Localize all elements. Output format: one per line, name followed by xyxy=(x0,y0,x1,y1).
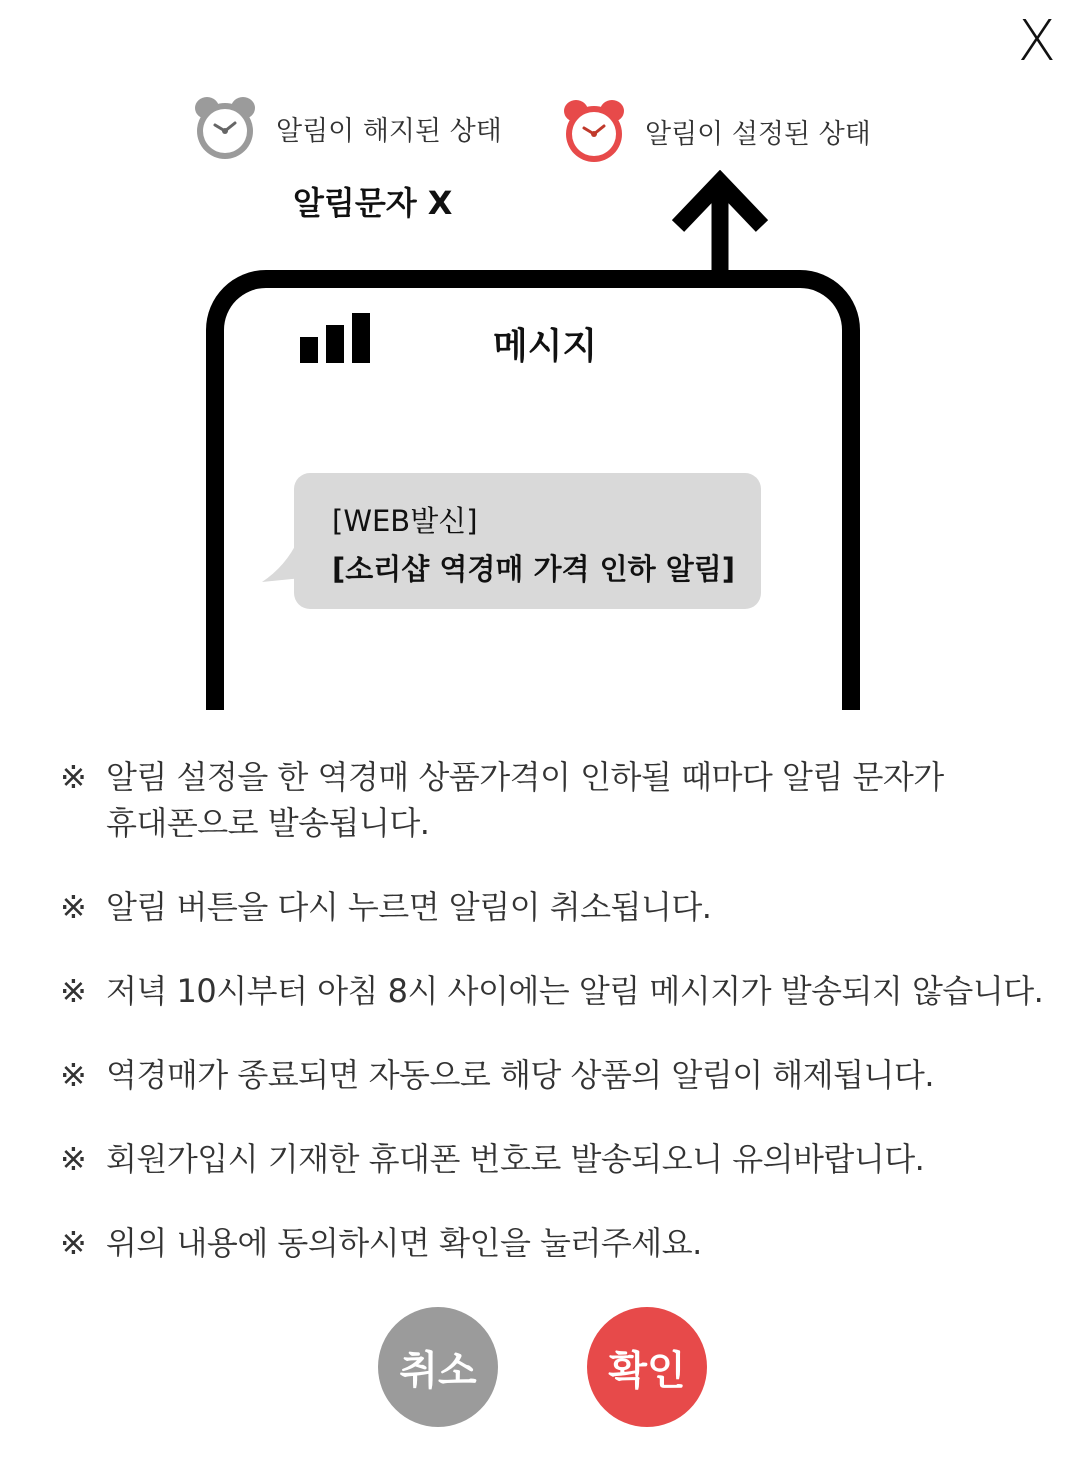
alarm-off-label: 알림이 해지된 상태 xyxy=(276,115,502,147)
notice-mark: ※ xyxy=(60,1140,87,1178)
alarm-clock-on-icon xyxy=(561,98,627,164)
notice-item xyxy=(60,754,1050,846)
cancel-button[interactable]: 취소 xyxy=(378,1307,498,1427)
message-title: [소리샵 역경매 가격 인하 알림] xyxy=(332,552,736,586)
notice-item xyxy=(60,884,1050,930)
notice-text: 회원가입시 기재한 휴대폰 번호로 발송되오니 유의바랍니다. xyxy=(106,1140,925,1178)
no-sms-label: 알림문자 X xyxy=(293,184,453,222)
notice-mark: ※ xyxy=(60,1056,87,1094)
notice-item xyxy=(60,1136,1050,1182)
confirm-button[interactable]: 확인 xyxy=(587,1307,707,1427)
notice-text: 저녁 10시부터 아침 8시 사이에는 알림 메시지가 발송되지 않습니다. xyxy=(106,972,1044,1010)
notice-mark: ※ xyxy=(60,888,87,926)
notice-mark: ※ xyxy=(60,1224,87,1262)
alarm-on-label: 알림이 설정된 상태 xyxy=(645,118,871,150)
notice-mark: ※ xyxy=(60,758,87,796)
notice-item xyxy=(60,1220,1050,1266)
notice-text: 위의 내용에 동의하시면 확인을 눌러주세요. xyxy=(106,1224,702,1262)
notice-text: 알림 버튼을 다시 누르면 알림이 취소됩니다. xyxy=(106,888,712,926)
notice-item xyxy=(60,968,1050,1014)
alarm-clock-off-icon xyxy=(192,95,258,161)
notice-text: 알림 설정을 한 역경매 상품가격이 인하될 때마다 알림 문자가 휴대폰으로 발송됩니다. xyxy=(106,758,944,842)
message-sender: [WEB발신] xyxy=(332,504,478,538)
message-bubble xyxy=(294,473,761,609)
up-arrow-icon xyxy=(672,170,768,275)
notice-list xyxy=(60,754,1050,1304)
close-button[interactable]: X xyxy=(1017,9,1056,74)
alarm-on-state xyxy=(561,98,871,164)
alarm-off-state xyxy=(192,95,502,161)
notice-mark: ※ xyxy=(60,972,87,1010)
phone-title: 메시지 xyxy=(492,326,598,367)
notice-text: 역경매가 종료되면 자동으로 해당 상품의 알림이 해제됩니다. xyxy=(106,1056,935,1094)
notice-item xyxy=(60,1052,1050,1098)
signal-bars-icon xyxy=(300,313,372,363)
